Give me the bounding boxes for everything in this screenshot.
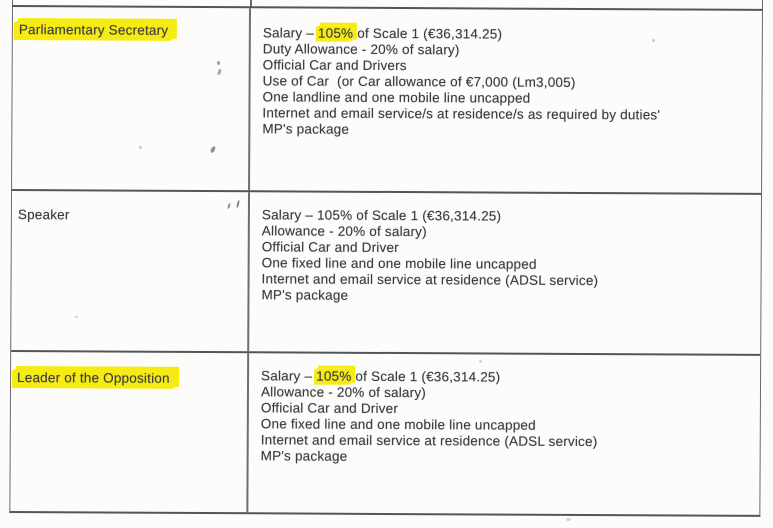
benefits-table — [9, 5, 763, 517]
scan-speck — [652, 39, 655, 42]
salary-percentage: 105% — [316, 368, 352, 384]
role-cell — [10, 352, 249, 512]
salary-percentage: 105% — [317, 25, 354, 41]
salary-prefix: Salary – — [261, 207, 318, 223]
role-label: Speaker — [17, 207, 70, 223]
detail-line: Internet and email service/s at residence/s as required by duties' — [262, 105, 661, 123]
detail-line: Use of Car (or Car allowance of €7,000 (Lm3,005) — [262, 73, 576, 90]
detail-line: MP's package — [262, 121, 350, 137]
salary-prefix: Salary – — [261, 368, 317, 384]
detail-line: Duty Allowance - 20% of salary) — [262, 41, 460, 58]
detail-line: One fixed line and one mobile line uncapped — [261, 255, 537, 272]
scan-speck — [566, 518, 571, 521]
detail-line: Internet and email service at residence (ADSL service) — [260, 432, 598, 450]
detail-line: Official Car and Driver — [261, 239, 399, 256]
details-cell — [249, 192, 761, 354]
details-cell — [250, 8, 762, 193]
table-row — [12, 7, 762, 193]
table-row — [10, 350, 760, 515]
details-cell — [248, 353, 760, 515]
role-label: Leader of the Opposition — [14, 369, 175, 388]
scan-speck — [479, 360, 482, 363]
salary-suffix: of Scale 1 (€36,314.25) — [353, 25, 503, 42]
detail-line: Official Car and Driver — [260, 400, 399, 417]
role-label: Parliamentary Secretary — [16, 21, 173, 40]
salary-suffix: of Scale 1 (€36,314.25) — [352, 207, 502, 224]
detail-line: Allowance - 20% of salary) — [260, 384, 427, 401]
detail-line: Allowance - 20% of salary) — [261, 223, 427, 240]
scan-speck — [75, 316, 78, 318]
table-row — [11, 189, 761, 354]
detail-line: MP's package — [261, 287, 349, 303]
salary-suffix: of Scale 1 (€36,314.25) — [351, 368, 501, 385]
detail-line: MP's package — [260, 448, 348, 464]
detail-line: One landline and one mobile line uncapped — [262, 89, 531, 106]
detail-line: Official Car and Drivers — [262, 57, 407, 74]
salary-prefix: Salary – — [262, 25, 318, 41]
scan-speck — [139, 146, 142, 149]
detail-line: Internet and email service at residence (ADSL service) — [261, 271, 599, 289]
role-cell — [12, 7, 251, 190]
detail-line: One fixed line and one mobile line uncapped — [260, 416, 536, 433]
role-cell — [11, 191, 250, 351]
salary-percentage: 105% — [316, 207, 353, 223]
scan-speck — [217, 61, 220, 65]
